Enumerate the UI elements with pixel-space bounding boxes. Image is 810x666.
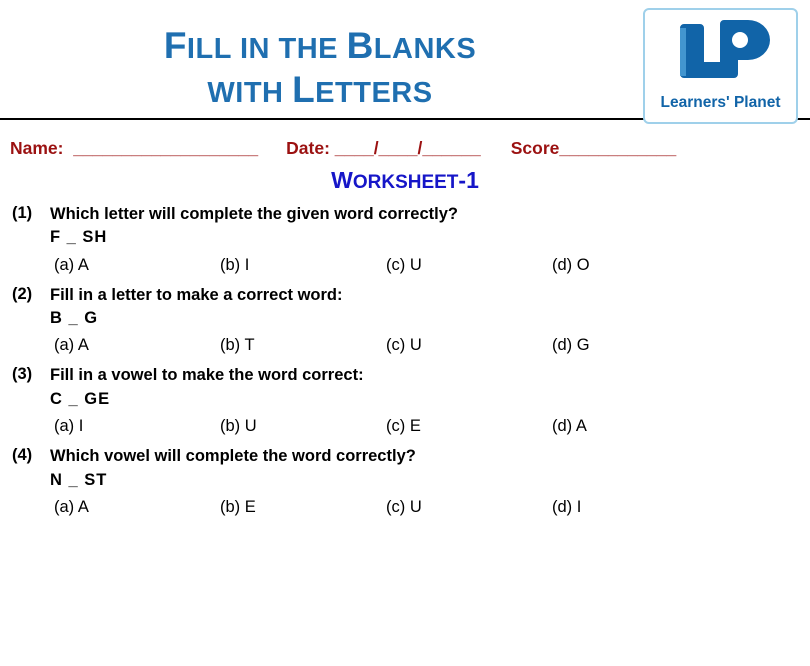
option-a[interactable]: (a) A: [54, 336, 89, 355]
score-field-label[interactable]: Score____________: [510, 138, 677, 158]
question-4-text: Which vowel will complete the word correctly?: [50, 447, 416, 466]
question-1-number: (1): [12, 204, 33, 222]
option-c[interactable]: (c) E: [386, 417, 421, 436]
question-2: [8, 285, 802, 356]
question-2-body: [50, 285, 802, 330]
option-b[interactable]: (b) U: [220, 417, 257, 436]
option-d[interactable]: (d) G: [552, 336, 590, 355]
question-2-text: Fill in a letter to make a correct word:: [50, 285, 343, 304]
question-4-number: (4): [12, 446, 33, 465]
question-1: [8, 204, 802, 275]
question-4-head: [8, 446, 802, 491]
question-3-text: Fill in a vowel to make the word correct:: [50, 366, 364, 385]
question-1-options: [54, 256, 802, 275]
question-3-options: [54, 417, 802, 436]
question-1-body: [50, 204, 802, 249]
question-3-number: (3): [12, 365, 33, 384]
question-1-text: Which letter will complete the given word correctly?: [50, 205, 458, 223]
page-header: [0, 0, 810, 118]
name-field-label[interactable]: Name: ___________________: [10, 138, 259, 158]
question-2-options: [54, 336, 802, 355]
question-2-head: [8, 285, 802, 330]
date-field-label[interactable]: Date: ____/____/______: [286, 138, 481, 158]
option-b[interactable]: (b) I: [220, 255, 250, 274]
question-4: [8, 446, 802, 517]
option-a[interactable]: (a) A: [54, 255, 89, 274]
page-title: [0, 14, 640, 111]
question-3-body: [50, 365, 802, 410]
question-3-word: C _ GE: [50, 389, 111, 408]
logo-icon: [645, 16, 796, 86]
option-c[interactable]: (c) U: [386, 255, 422, 274]
worksheet-heading: WORKSHEET-1: [331, 167, 479, 193]
title-line-2: WITH LETTERS: [207, 68, 433, 110]
option-b[interactable]: (b) E: [220, 497, 256, 516]
title-line-1: FILL IN THE BLANKS: [163, 25, 477, 66]
question-4-options: [54, 498, 802, 517]
questions-list: [0, 204, 810, 517]
option-d[interactable]: (d) A: [552, 417, 587, 436]
option-d[interactable]: (d) I: [552, 497, 582, 516]
option-b[interactable]: (b) T: [220, 336, 255, 355]
option-c[interactable]: (c) U: [386, 336, 422, 355]
option-a[interactable]: (a) I: [54, 417, 84, 436]
lp-monogram-icon: [666, 16, 776, 86]
question-1-word: F _ SH: [50, 228, 108, 247]
question-1-head: [8, 204, 802, 249]
logo-box: [643, 8, 798, 124]
option-d[interactable]: (d) O: [552, 255, 590, 274]
question-4-word: N _ ST: [50, 470, 108, 489]
student-info-row: [0, 120, 810, 165]
option-a[interactable]: (a) A: [54, 497, 89, 516]
question-2-number: (2): [12, 284, 33, 303]
logo-text: Learners' Planet: [660, 94, 781, 111]
option-c[interactable]: (c) U: [386, 497, 422, 516]
question-4-body: [50, 446, 802, 491]
question-2-word: B _ G: [50, 309, 99, 328]
question-3: [8, 365, 802, 436]
question-3-head: [8, 365, 802, 410]
